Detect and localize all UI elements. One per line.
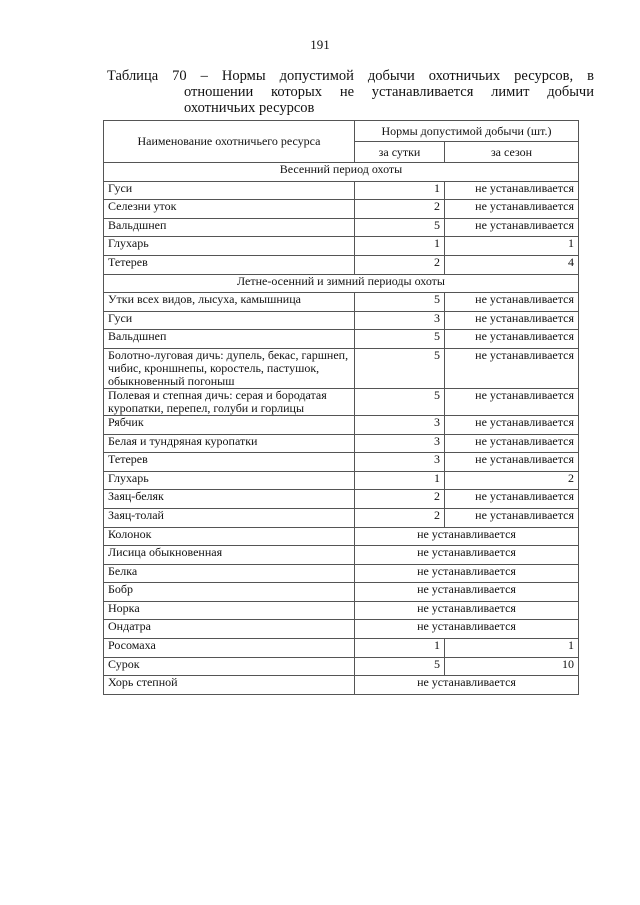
header-norms: Нормы допустимой добычи (шт.) bbox=[355, 121, 579, 142]
season-norm: не устанавливается bbox=[445, 348, 579, 388]
table-row bbox=[104, 293, 579, 312]
season-norm: не устанавливается bbox=[445, 218, 579, 237]
day-norm: 5 bbox=[355, 330, 445, 349]
resource-name: Заяц-беляк bbox=[104, 490, 355, 509]
table-row bbox=[104, 200, 579, 219]
resource-name: Вальдшнеп bbox=[104, 218, 355, 237]
caption-word: допустимой bbox=[279, 68, 354, 84]
header-name: Наименование охотничьего ресурса bbox=[104, 121, 355, 163]
table-row bbox=[104, 348, 579, 388]
resource-name: Тетерев bbox=[104, 453, 355, 472]
hunting-norms-table bbox=[103, 120, 579, 695]
merged-norm: не устанавливается bbox=[355, 620, 579, 639]
day-norm: 3 bbox=[355, 311, 445, 330]
merged-norm: не устанавливается bbox=[355, 601, 579, 620]
season-norm: не устанавливается bbox=[445, 330, 579, 349]
table-row bbox=[104, 676, 579, 695]
caption-word: охотничьих bbox=[428, 68, 501, 84]
table-row bbox=[104, 490, 579, 509]
caption-word: Нормы bbox=[221, 68, 266, 84]
season-norm: не устанавливается bbox=[445, 508, 579, 527]
table-row bbox=[104, 330, 579, 349]
caption-word: ресурсов, bbox=[514, 68, 574, 84]
resource-name: Норка bbox=[104, 601, 355, 620]
caption-word: в bbox=[587, 68, 594, 84]
table-row bbox=[104, 255, 579, 274]
day-norm: 5 bbox=[355, 657, 445, 676]
day-norm: 5 bbox=[355, 388, 445, 415]
merged-norm: не устанавливается bbox=[355, 546, 579, 565]
day-norm: 1 bbox=[355, 237, 445, 256]
merged-norm: не устанавливается bbox=[355, 527, 579, 546]
caption-word: лимит bbox=[491, 84, 530, 100]
resource-name: Болотно-луговая дичь: дупель, бекас, гаршнеп, чибис, кроншнепы, коростель, пастушок, обыкновенный погоныш bbox=[104, 348, 355, 388]
resource-name: Тетерев bbox=[104, 255, 355, 274]
caption-line3: охотничьих ресурсов bbox=[184, 100, 315, 116]
caption-word: 70 bbox=[172, 68, 187, 84]
table-row bbox=[104, 564, 579, 583]
caption-word: добычи bbox=[547, 84, 594, 100]
resource-name: Утки всех видов, лысуха, камышница bbox=[104, 293, 355, 312]
merged-norm: не устанавливается bbox=[355, 583, 579, 602]
day-norm: 5 bbox=[355, 218, 445, 237]
table-row bbox=[104, 657, 579, 676]
table-row bbox=[104, 546, 579, 565]
caption-word: отношении bbox=[184, 84, 254, 100]
caption-word: добычи bbox=[367, 68, 415, 84]
header-day: за сутки bbox=[355, 142, 445, 163]
caption-word: Таблица bbox=[107, 68, 159, 84]
day-norm: 1 bbox=[355, 471, 445, 490]
season-norm: не устанавливается bbox=[445, 453, 579, 472]
table-row bbox=[104, 508, 579, 527]
resource-name: Росомаха bbox=[104, 639, 355, 658]
section-row bbox=[104, 163, 579, 182]
merged-norm: не устанавливается bbox=[355, 676, 579, 695]
day-norm: 2 bbox=[355, 490, 445, 509]
resource-name: Белая и тундряная куропатки bbox=[104, 434, 355, 453]
season-norm: не устанавливается bbox=[445, 415, 579, 434]
table-row bbox=[104, 415, 579, 434]
season-norm: не устанавливается bbox=[445, 434, 579, 453]
resource-name: Лисица обыкновенная bbox=[104, 546, 355, 565]
resource-name: Белка bbox=[104, 564, 355, 583]
season-norm: не устанавливается bbox=[445, 388, 579, 415]
day-norm: 1 bbox=[355, 181, 445, 200]
season-norm: не устанавливается bbox=[445, 490, 579, 509]
resource-name: Колонок bbox=[104, 527, 355, 546]
day-norm: 3 bbox=[355, 434, 445, 453]
resource-name: Глухарь bbox=[104, 471, 355, 490]
resource-name: Сурок bbox=[104, 657, 355, 676]
resource-name: Селезни уток bbox=[104, 200, 355, 219]
caption-word: которых bbox=[271, 84, 323, 100]
season-norm: не устанавливается bbox=[445, 181, 579, 200]
header-season: за сезон bbox=[445, 142, 579, 163]
season-norm: 10 bbox=[445, 657, 579, 676]
season-norm: 1 bbox=[445, 237, 579, 256]
table-row bbox=[104, 311, 579, 330]
table-row bbox=[104, 620, 579, 639]
day-norm: 2 bbox=[355, 508, 445, 527]
table-row bbox=[104, 639, 579, 658]
caption-word: не bbox=[339, 84, 355, 100]
table-row bbox=[104, 583, 579, 602]
table-row bbox=[104, 434, 579, 453]
section-title: Летне-осенний и зимний периоды охоты bbox=[104, 274, 579, 293]
resource-name: Вальдшнеп bbox=[104, 330, 355, 349]
table-row bbox=[104, 181, 579, 200]
day-norm: 3 bbox=[355, 453, 445, 472]
merged-norm: не устанавливается bbox=[355, 564, 579, 583]
resource-name: Заяц-толай bbox=[104, 508, 355, 527]
season-norm: не устанавливается bbox=[445, 311, 579, 330]
season-norm: не устанавливается bbox=[445, 293, 579, 312]
resource-name: Бобр bbox=[104, 583, 355, 602]
day-norm: 5 bbox=[355, 348, 445, 388]
resource-name: Хорь степной bbox=[104, 676, 355, 695]
day-norm: 2 bbox=[355, 200, 445, 219]
section-row bbox=[104, 274, 579, 293]
season-norm: 2 bbox=[445, 471, 579, 490]
table-row bbox=[104, 471, 579, 490]
day-norm: 5 bbox=[355, 293, 445, 312]
section-title: Весенний период охоты bbox=[104, 163, 579, 182]
season-norm: 4 bbox=[445, 255, 579, 274]
table-row bbox=[104, 453, 579, 472]
resource-name: Гуси bbox=[104, 181, 355, 200]
resource-name: Гуси bbox=[104, 311, 355, 330]
caption-word: – bbox=[200, 68, 208, 84]
resource-name: Глухарь bbox=[104, 237, 355, 256]
page-number: 191 bbox=[310, 37, 330, 52]
day-norm: 1 bbox=[355, 639, 445, 658]
season-norm: не устанавливается bbox=[445, 200, 579, 219]
table-row bbox=[104, 388, 579, 415]
table-row bbox=[104, 237, 579, 256]
caption-word: устанавливается bbox=[371, 84, 474, 100]
resource-name: Полевая и степная дичь: серая и бородатая куропатки, перепел, голуби и горлицы bbox=[104, 388, 355, 415]
table-row bbox=[104, 218, 579, 237]
day-norm: 3 bbox=[355, 415, 445, 434]
day-norm: 2 bbox=[355, 255, 445, 274]
resource-name: Ондатра bbox=[104, 620, 355, 639]
resource-name: Рябчик bbox=[104, 415, 355, 434]
table-row bbox=[104, 601, 579, 620]
table-caption bbox=[107, 68, 594, 116]
table-row bbox=[104, 527, 579, 546]
season-norm: 1 bbox=[445, 639, 579, 658]
